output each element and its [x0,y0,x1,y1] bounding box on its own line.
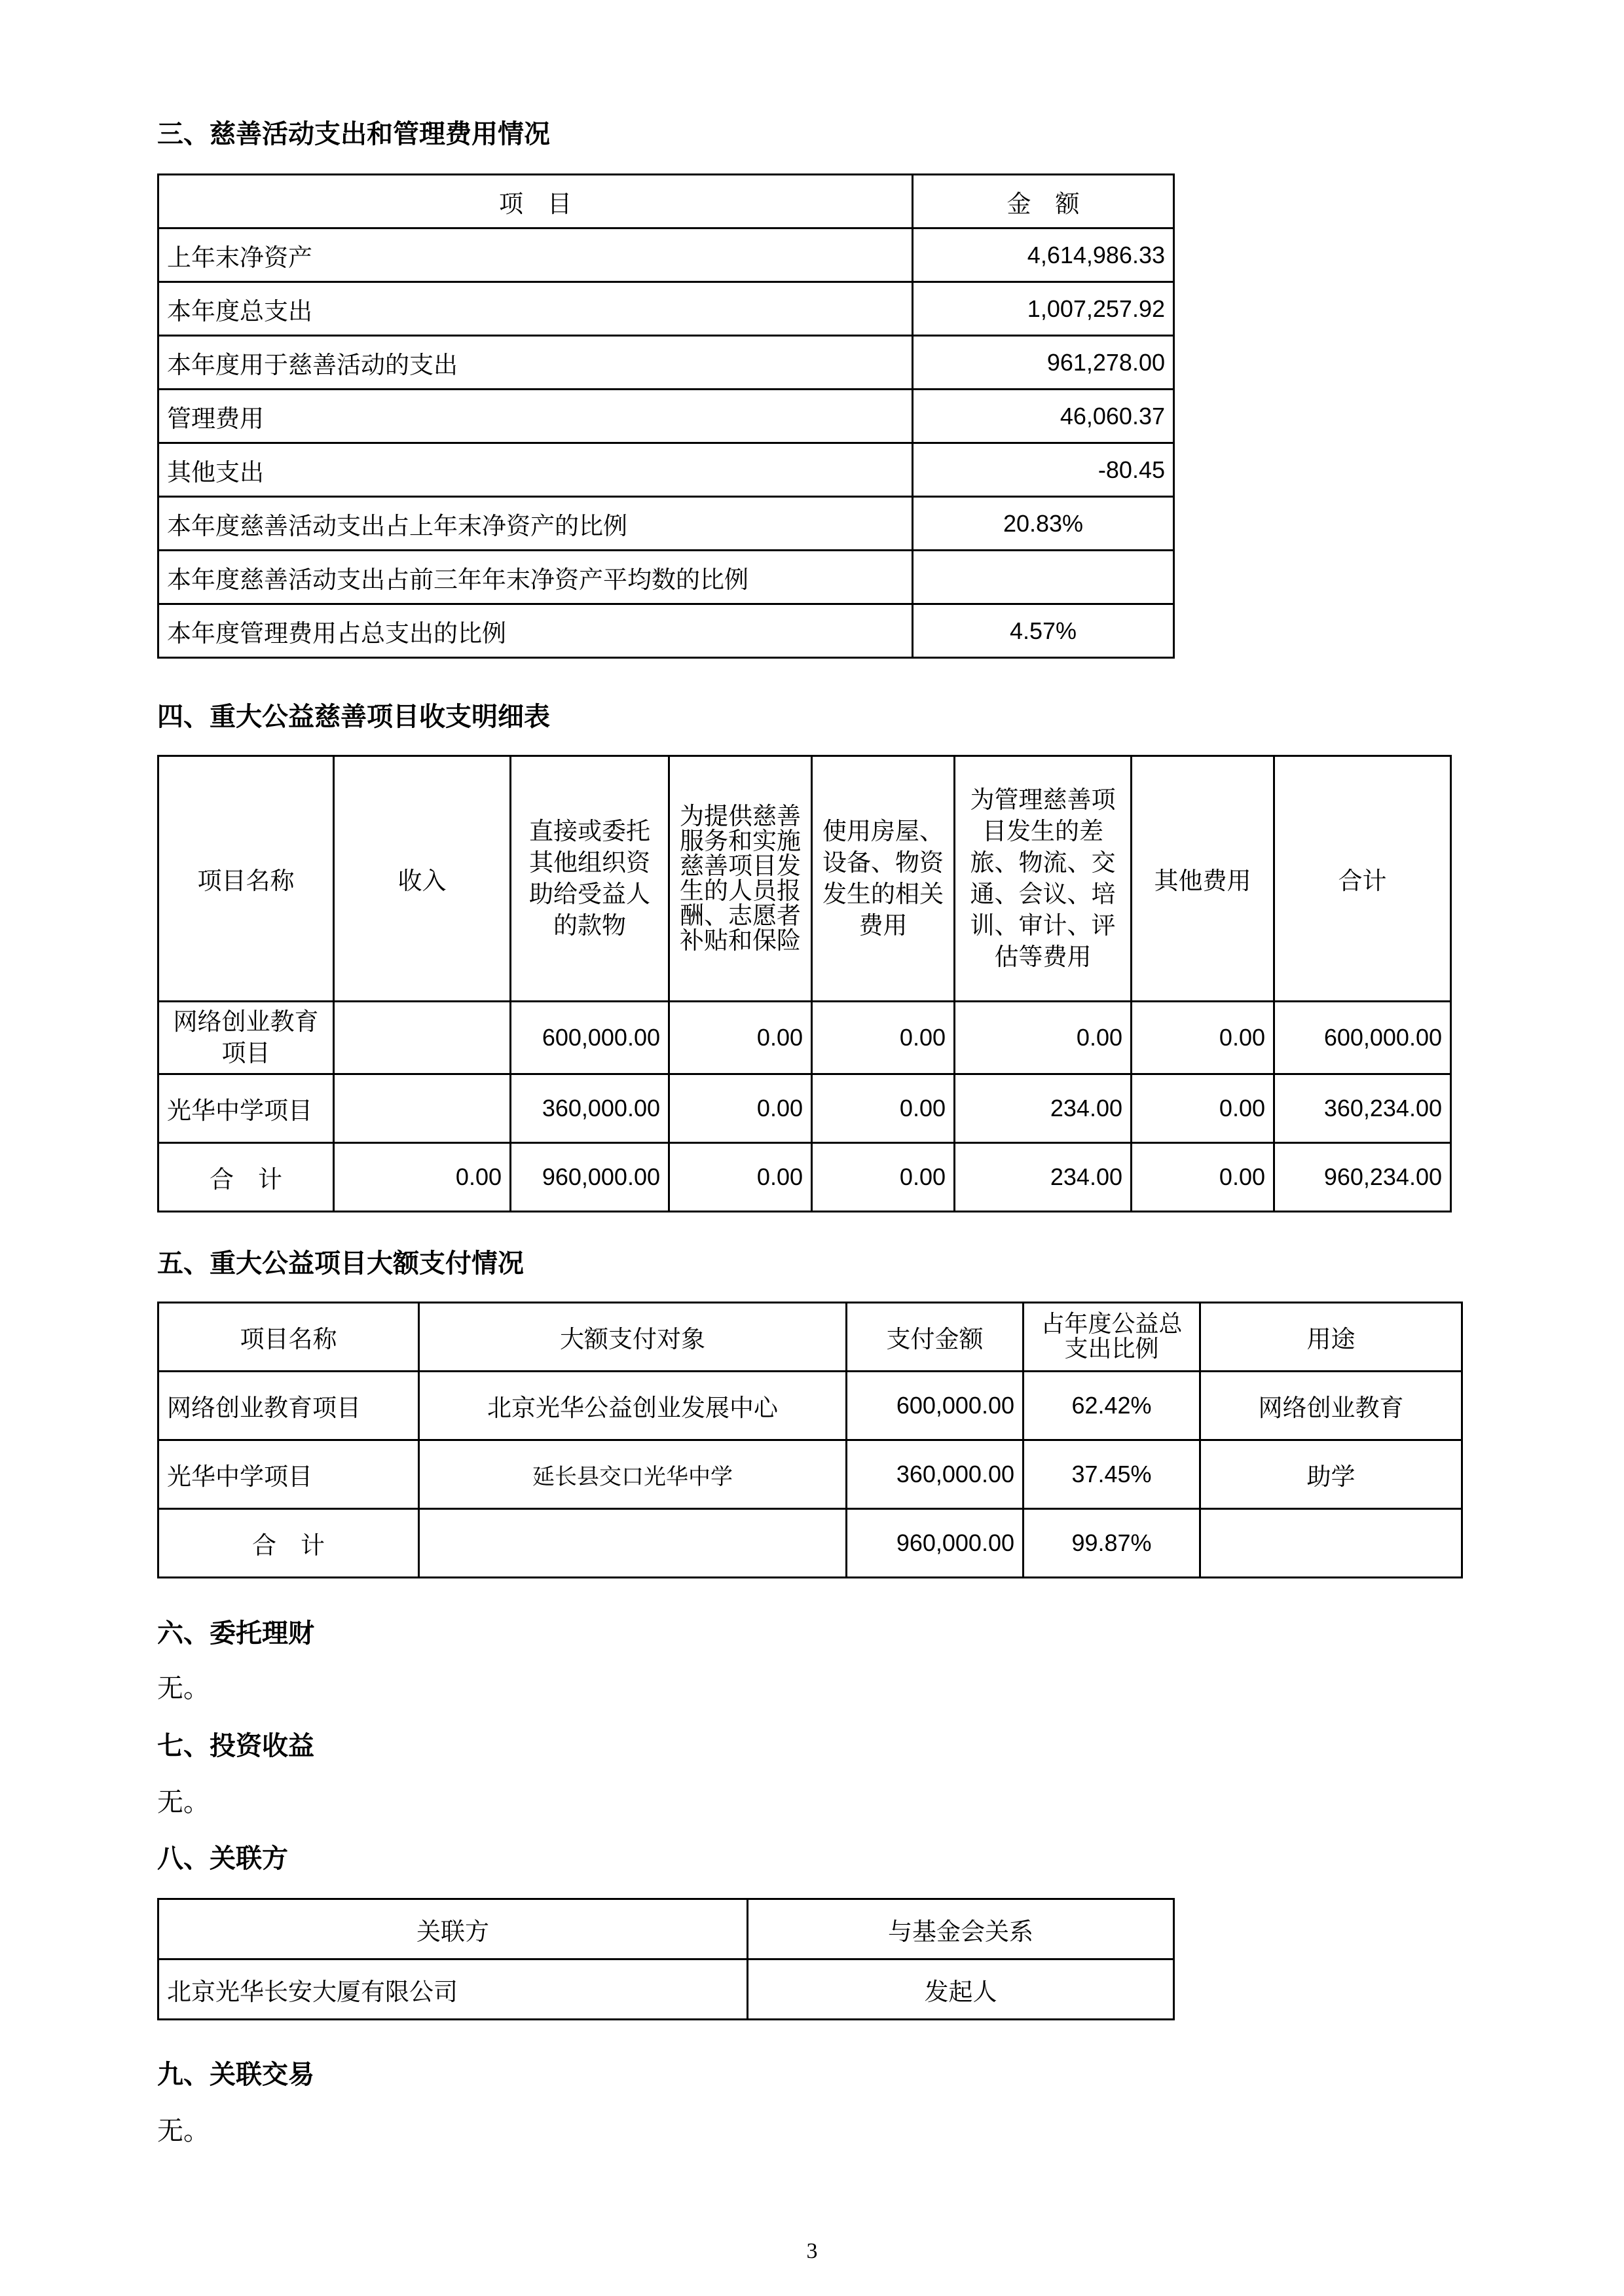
section7-heading: 七、投资收益 [157,1731,314,1761]
header-item: 项 目 [158,175,913,228]
cell: 0.00 [669,1074,812,1143]
row-label: 本年度总支出 [158,282,913,336]
table-row [158,282,1174,336]
row-value: -80.45 [913,443,1174,497]
section6-text: 无。 [157,1673,210,1704]
table-row [158,1440,1462,1509]
ratio: 62.42% [1024,1372,1200,1440]
row-value [913,551,1174,604]
table-row [158,497,1174,551]
header-project-name: 项目名称 [158,756,334,1002]
header-personnel: 为提供慈善服务和实施慈善项目发生的人员报酬、志愿者补贴和保险 [669,756,812,1002]
project-name: 光华中学项目 [158,1074,334,1143]
row-value: 4.57% [913,604,1174,658]
cell [334,1002,511,1074]
cell: 0.00 [334,1143,511,1212]
expense-table [157,173,1175,659]
project-name: 光华中学项目 [158,1440,419,1509]
header-total: 合计 [1274,756,1451,1002]
table-row [158,1372,1462,1440]
table-row [158,1074,1451,1143]
cell: 0.00 [669,1002,812,1074]
amount: 960,000.00 [847,1509,1024,1578]
section3-heading: 三、慈善活动支出和管理费用情况 [157,119,550,149]
header-income: 收入 [334,756,511,1002]
table-header-row [158,1303,1462,1372]
section4-heading: 四、重大公益慈善项目收支明细表 [157,702,550,732]
cell: 0.00 [955,1002,1132,1074]
row-label: 管理费用 [158,390,913,443]
cell: 600,000.00 [511,1002,669,1074]
header-direct-grants: 直接或委托其他组织资助给受益人的款物 [511,756,669,1002]
table-header-row [158,1899,1174,1959]
header-facilities: 使用房屋、设备、物资发生的相关费用 [812,756,955,1002]
relationship: 发起人 [748,1959,1174,2020]
section6-heading: 六、委托理财 [157,1618,314,1649]
section8-heading: 八、关联方 [157,1844,288,1874]
header-amount: 金 额 [913,175,1174,228]
row-value: 20.83% [913,497,1174,551]
table-row [158,1002,1451,1074]
cell: 0.00 [812,1002,955,1074]
cell: 0.00 [812,1074,955,1143]
related-party-table [157,1898,1175,2020]
section7-text: 无。 [157,1787,210,1817]
cell: 234.00 [955,1074,1132,1143]
cell: 0.00 [1132,1143,1274,1212]
row-value: 961,278.00 [913,336,1174,390]
header-related-party: 关联方 [158,1899,748,1959]
total-label: 合 计 [158,1509,419,1578]
table-row [158,604,1174,658]
amount: 600,000.00 [847,1372,1024,1440]
purpose: 助学 [1200,1440,1462,1509]
cell: 0.00 [1132,1002,1274,1074]
payee: 延长县交口光华中学 [419,1440,847,1509]
payee [419,1509,847,1578]
section9-text: 无。 [157,2116,210,2146]
cell: 960,000.00 [511,1143,669,1212]
row-value: 4,614,986.33 [913,228,1174,282]
ratio: 37.45% [1024,1440,1200,1509]
section5-heading: 五、重大公益项目大额支付情况 [157,1248,524,1279]
header-project-name: 项目名称 [158,1303,419,1372]
table-row [158,1959,1174,2020]
row-label: 本年度慈善活动支出占前三年年末净资产平均数的比例 [158,551,913,604]
row-value: 46,060.37 [913,390,1174,443]
table-header-row [158,756,1451,1002]
header-payee: 大额支付对象 [419,1303,847,1372]
large-payment-table [157,1302,1463,1578]
row-label: 本年度用于慈善活动的支出 [158,336,913,390]
header-purpose: 用途 [1200,1303,1462,1372]
cell: 0.00 [1132,1074,1274,1143]
table-header-row [158,175,1174,228]
table-row [158,228,1174,282]
ratio: 99.87% [1024,1509,1200,1578]
section9-heading: 九、关联交易 [157,2060,314,2090]
header-relationship: 与基金会关系 [748,1899,1174,1959]
cell: 600,000.00 [1274,1002,1451,1074]
row-label: 其他支出 [158,443,913,497]
amount: 360,000.00 [847,1440,1024,1509]
project-name: 网络创业教育项目 [158,1372,419,1440]
table-row [158,443,1174,497]
row-label: 本年度慈善活动支出占上年末净资产的比例 [158,497,913,551]
table-row [158,336,1174,390]
page-number: 3 [806,2239,818,2263]
header-ratio: 占年度公益总支出比例 [1024,1303,1200,1372]
table-row [158,390,1174,443]
table-row [158,551,1174,604]
cell: 960,234.00 [1274,1143,1451,1212]
purpose [1200,1509,1462,1578]
payee: 北京光华公益创业发展中心 [419,1372,847,1440]
purpose: 网络创业教育 [1200,1372,1462,1440]
cell: 234.00 [955,1143,1132,1212]
cell: 0.00 [669,1143,812,1212]
table-total-row [158,1143,1451,1212]
cell [334,1074,511,1143]
related-party-name: 北京光华长安大厦有限公司 [158,1959,748,2020]
header-management: 为管理慈善项目发生的差旅、物流、交通、会议、培训、审计、评估等费用 [955,756,1132,1002]
row-label: 上年末净资产 [158,228,913,282]
row-value: 1,007,257.92 [913,282,1174,336]
row-label: 本年度管理费用占总支出的比例 [158,604,913,658]
cell: 0.00 [812,1143,955,1212]
header-other: 其他费用 [1132,756,1274,1002]
header-amount: 支付金额 [847,1303,1024,1372]
total-label: 合 计 [158,1143,334,1212]
project-detail-table [157,755,1452,1212]
cell: 360,000.00 [511,1074,669,1143]
table-total-row [158,1509,1462,1578]
project-name: 网络创业教育项目 [158,1002,334,1074]
cell: 360,234.00 [1274,1074,1451,1143]
